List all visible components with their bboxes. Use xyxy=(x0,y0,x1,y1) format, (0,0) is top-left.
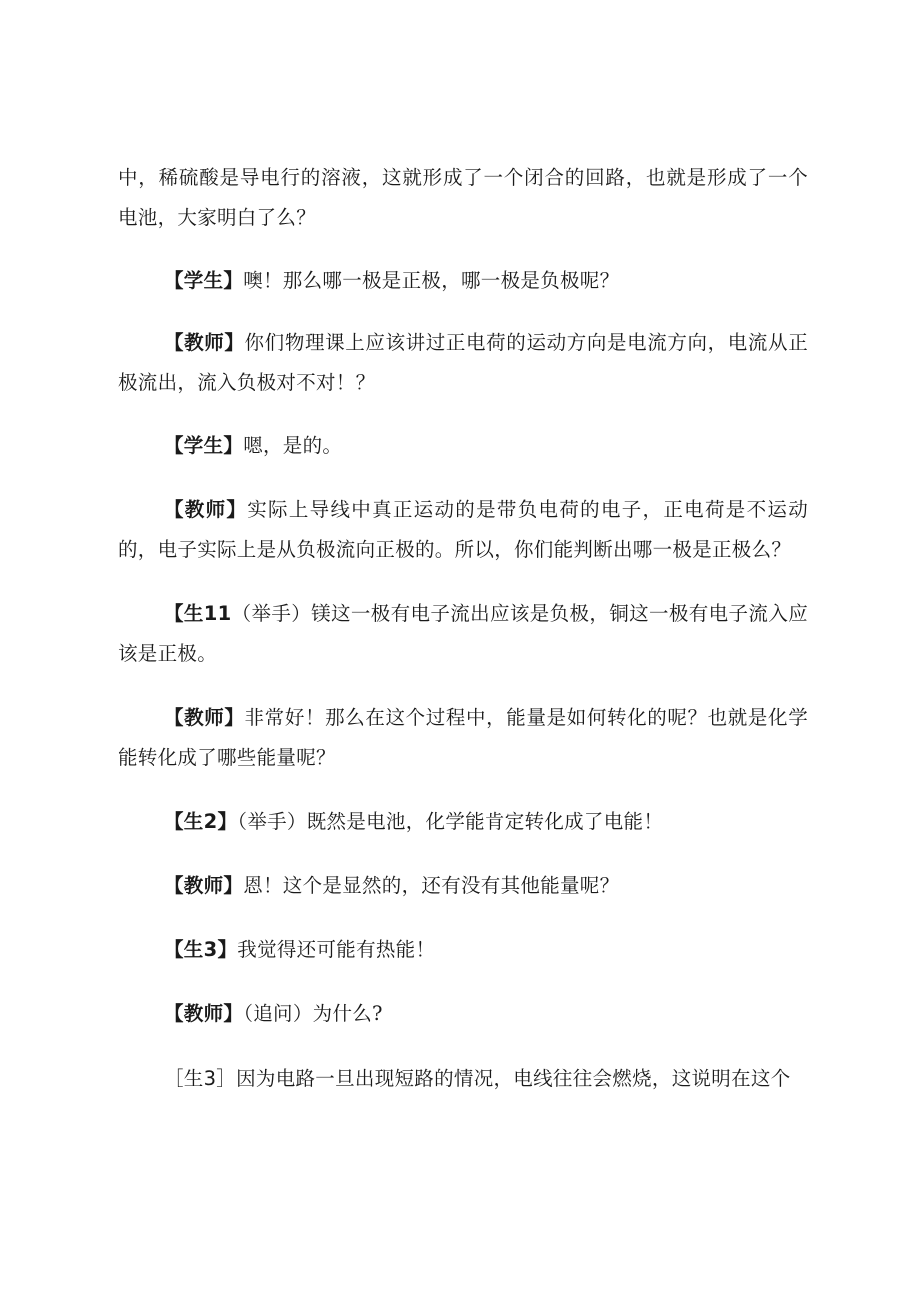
dialogue-line-student-2 xyxy=(118,802,808,842)
speaker-label: 【学生】 xyxy=(164,269,244,292)
paragraph-continuation xyxy=(118,158,808,238)
dialogue-text: 实际上导线中真正运动的是带负电荷的电子，正电荷是不运动的，电子实际上是从负极流向正极的。所以，你们能判断出哪一极是正极么？ xyxy=(118,498,808,561)
paragraph-text: 中，稀硫酸是导电行的溶液，这就形成了一个闭合的回路，也就是形成了一个电池，大家明白了么？ xyxy=(118,166,808,229)
dialogue-text: （举手）既然是电池，化学能肯定转化成了电能！ xyxy=(237,810,664,833)
dialogue-text: 你们物理课上应该讲过正电荷的运动方向是电流方向，电流从正极流出，流入负极对不对！？ xyxy=(118,331,808,394)
dialogue-line-teacher xyxy=(118,866,808,906)
dialogue-line-student-3 xyxy=(118,930,808,970)
dialogue-text: 嗯，是的。 xyxy=(243,434,343,457)
speaker-label: 【生11 xyxy=(164,602,232,625)
dialogue-line-teacher xyxy=(118,994,808,1034)
speaker-label: 【教师】 xyxy=(164,1002,244,1025)
dialogue-line-student xyxy=(118,261,808,301)
speaker-label: 【生2】 xyxy=(164,810,238,833)
dialogue-text: （举手）镁这一极有电子流出应该是负极，铜这一极有电子流入应该是正极。 xyxy=(118,602,808,665)
dialogue-text: 我觉得还可能有热能！ xyxy=(237,938,436,961)
dialogue-text: 噢！那么哪一极是正极，哪一极是负极呢？ xyxy=(243,269,620,292)
dialogue-text: 恩！这个是显然的，还有没有其他能量呢？ xyxy=(243,874,620,897)
speaker-label: 【生3】 xyxy=(164,938,238,961)
speaker-label: 【教师】 xyxy=(164,331,245,354)
dialogue-text: 非常好！那么在这个过程中，能量是如何转化的呢？也就是化学能转化成了哪些能量呢？ xyxy=(118,706,808,769)
speaker-label: 【教师】 xyxy=(164,874,244,897)
dialogue-line-student-3 xyxy=(118,1059,808,1099)
dialogue-text: （追问）为什么? xyxy=(243,1002,383,1025)
dialogue-line-teacher xyxy=(118,490,808,570)
speaker-label: 【教师】 xyxy=(164,498,248,521)
dialogue-text: 因为电路一旦出现短路的情况，电线往往会燃烧，这说明在这个 xyxy=(236,1067,791,1090)
dialogue-line-teacher xyxy=(118,698,808,778)
speaker-label: 【学生】 xyxy=(164,434,244,457)
speaker-label: ［生3］ xyxy=(164,1067,237,1090)
speaker-label: 【教师】 xyxy=(164,706,245,729)
dialogue-line-student-1 xyxy=(118,594,808,674)
dialogue-line-teacher xyxy=(118,323,808,403)
dialogue-line-student xyxy=(118,426,808,466)
